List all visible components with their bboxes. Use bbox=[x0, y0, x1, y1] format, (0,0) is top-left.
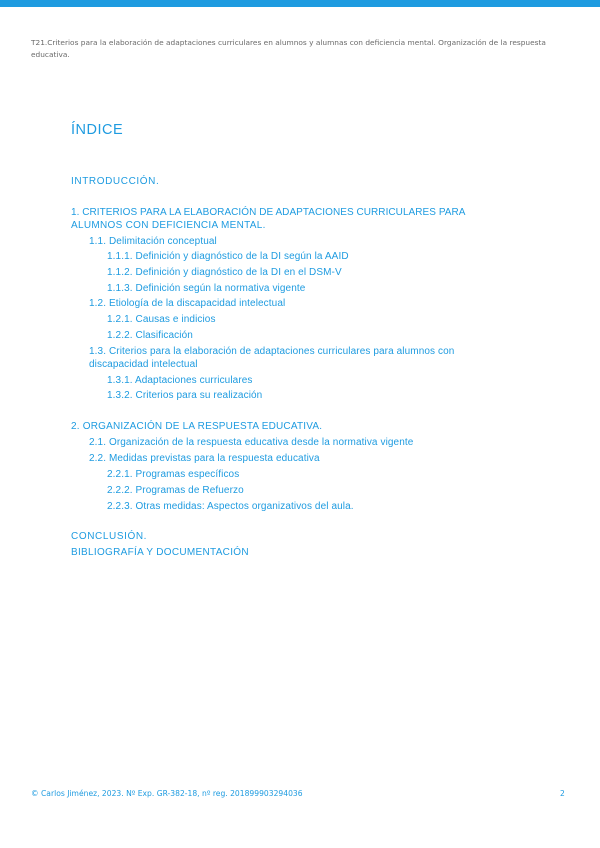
toc-entry-section-2[interactable]: 2. ORGANIZACIÓN DE LA RESPUESTA EDUCATIVA. bbox=[71, 421, 323, 432]
toc-entry-1-3-1[interactable]: 1.3.1. Adaptaciones curriculares bbox=[107, 375, 253, 386]
toc-entry-2-2[interactable]: 2.2. Medidas previstas para la respuesta educativa bbox=[89, 453, 320, 464]
toc-entry-2-2-2[interactable]: 2.2.2. Programas de Refuerzo bbox=[107, 485, 244, 496]
toc-entry-1-3-2[interactable]: 1.3.2. Criterios para su realización bbox=[107, 390, 263, 401]
toc-entry-2-2-3[interactable]: 2.2.3. Otras medidas: Aspectos organizativos del aula. bbox=[107, 501, 354, 512]
toc-entry-2-2-1[interactable]: 2.2.1. Programas específicos bbox=[107, 469, 240, 480]
toc-entry-1-1-1[interactable]: 1.1.1. Definición y diagnóstico de la DI según la AAID bbox=[107, 251, 349, 262]
toc-entry-1-2-1[interactable]: 1.2.1. Causas e indicios bbox=[107, 314, 216, 325]
toc-entry-bibliography[interactable]: BIBLIOGRAFÍA Y DOCUMENTACIÓN bbox=[71, 547, 249, 558]
toc-entry-1-3[interactable]: 1.3. Criterios para la elaboración de adaptaciones curriculares para alumnos con bbox=[89, 346, 455, 357]
toc-entry-section-1-continued[interactable]: ALUMNOS CON DEFICIENCIA MENTAL. bbox=[71, 220, 266, 231]
toc-entry-introduction[interactable]: INTRODUCCIÓN. bbox=[71, 176, 160, 187]
toc-entry-section-1[interactable]: 1. CRITERIOS PARA LA ELABORACIÓN DE ADAPTACIONES CURRICULARES PARA bbox=[71, 207, 466, 218]
toc-entry-1-1[interactable]: 1.1. Delimitación conceptual bbox=[89, 236, 217, 247]
toc-entry-1-2[interactable]: 1.2. Etiología de la discapacidad intelectual bbox=[89, 298, 286, 309]
toc-entry-1-3-continued[interactable]: discapacidad intelectual bbox=[89, 359, 198, 370]
page-number: 2 bbox=[560, 789, 565, 798]
document-header: T21.Criterios para la elaboración de adaptaciones curriculares en alumnos y alumnas con deficiencia mental. Organización de la respuesta educativa. bbox=[31, 38, 546, 59]
toc-entry-conclusion[interactable]: CONCLUSIÓN. bbox=[71, 531, 148, 542]
toc-entry-1-1-3[interactable]: 1.1.3. Definición según la normativa vigente bbox=[107, 283, 306, 294]
toc-entry-1-2-2[interactable]: 1.2.2. Clasificación bbox=[107, 330, 193, 341]
toc-entry-2-1[interactable]: 2.1. Organización de la respuesta educativa desde la normativa vigente bbox=[89, 437, 414, 448]
footer-copyright: © Carlos Jiménez, 2023. Nº Exp. GR-382-18, nº reg. 2018999032940​36 bbox=[31, 789, 303, 798]
toc-entry-1-1-2[interactable]: 1.1.2. Definición y diagnóstico de la DI en el DSM-V bbox=[107, 267, 342, 278]
index-title: ÍNDICE bbox=[71, 122, 124, 138]
